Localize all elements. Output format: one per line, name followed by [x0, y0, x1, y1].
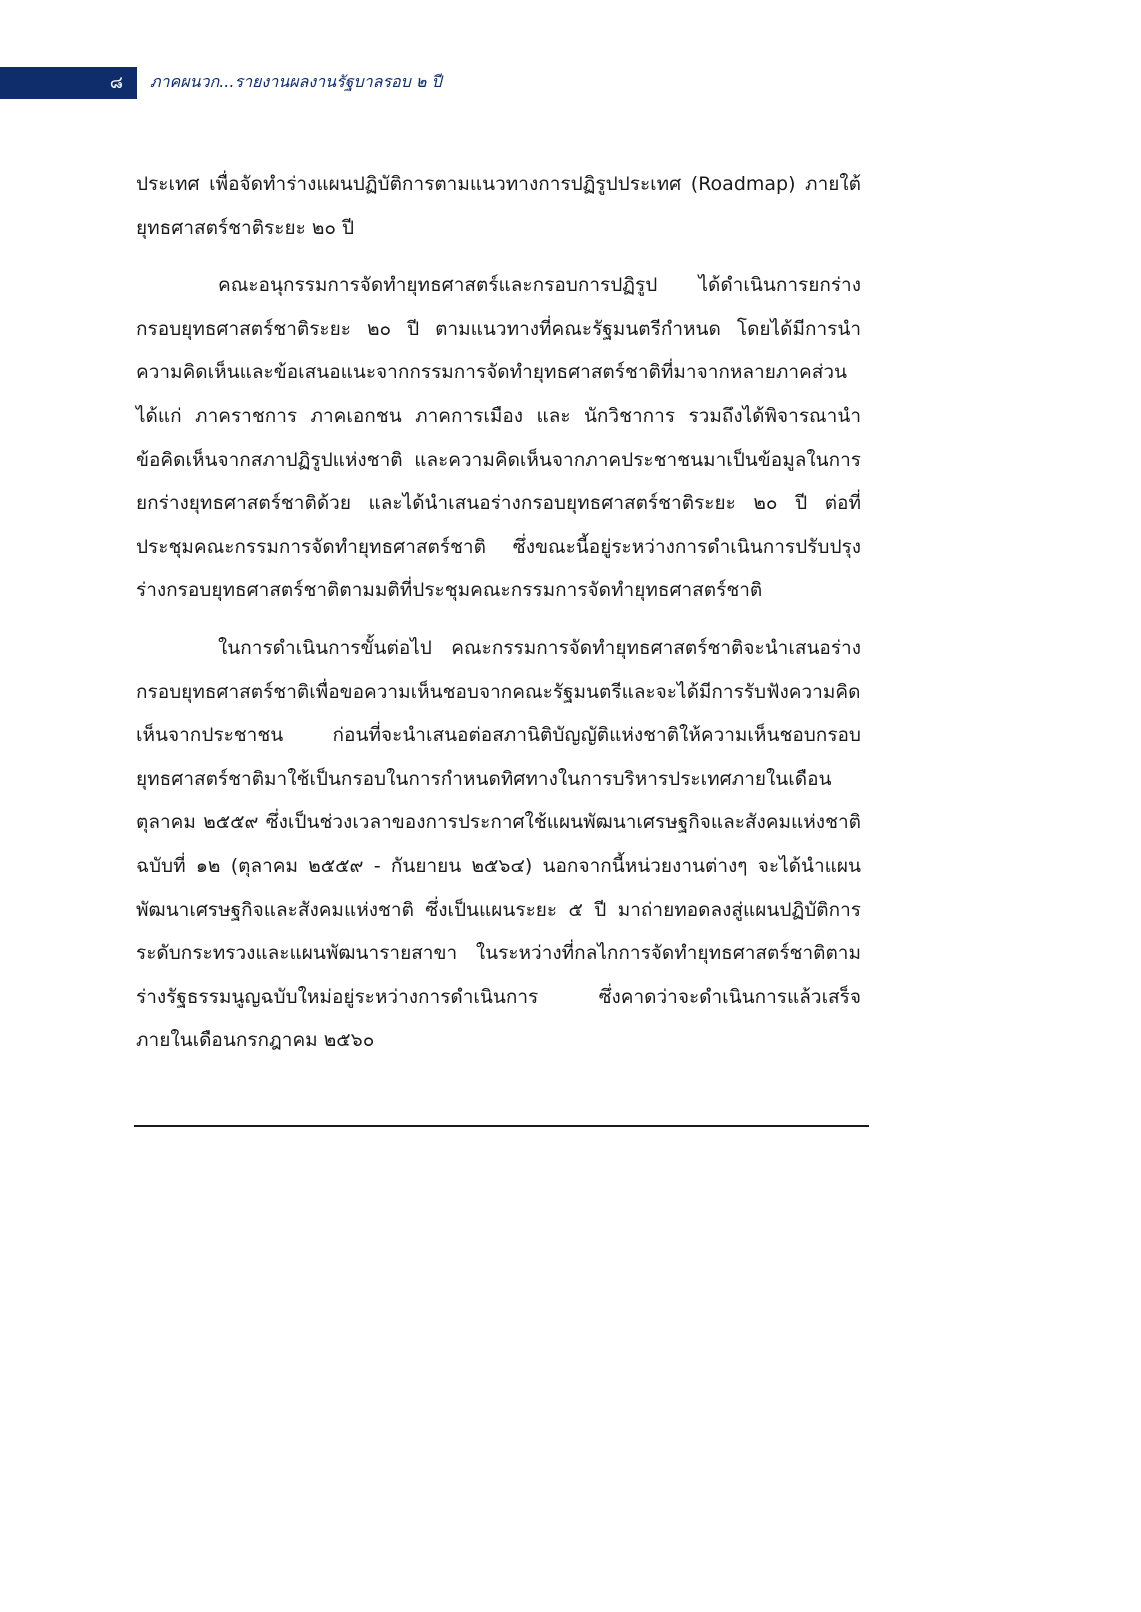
page-number: ๘	[109, 73, 123, 93]
paragraph: ในการดำเนินการขั้นต่อไป คณะกรรมการจัดทำยุทธศาสตร์ชาติจะนำเสนอร่างกรอบยุทธศาสตร์ชาติเพื่อขอความเห็นชอบจากคณะรัฐมนตรีและจะได้มีการรับฟังความคิดเห็นจากประชาชน ก่อนที่จะนำเสนอต่อสภานิติบัญญัติแห่งชาติให้ความเห็นชอบกรอบยุทธศาสตร์ชาติมาใช้เป็นกรอบในการกำหนดทิศทางในการบริหารประเทศภายในเดือนตุลาคม ๒๕๕๙ ซึ่งเป็นช่วงเวลาของการประกาศใช้แผนพัฒนาเศรษฐกิจและสังคมแห่งชาติ ฉบับที่ ๑๒ (ตุลาคม ๒๕๕๙ - กันยายน ๒๕๖๔) นอกจากนี้หน่วยงานต่างๆ จะได้นำแผนพัฒนาเศรษฐกิจและสังคมแห่งชาติ ซึ่งเป็นแผนระยะ ๕ ปี มาถ่ายทอดลงสู่แผนปฏิบัติการระดับกระทรวงและแผนพัฒนารายสาขา ในระหว่างที่กลไกการจัดทำยุทธศาสตร์ชาติตามร่างรัฐธรรมนูญฉบับใหม่อยู่ระหว่างการดำเนินการ ซึ่งคาดว่าจะดำเนินการแล้วเสร็จภายในเดือนกรกฎาคม ๒๕๖๐	[136, 636, 861, 1052]
footnote-divider	[134, 1125, 869, 1127]
paragraph: คณะอนุกรรมการจัดทำยุทธศาสตร์และกรอบการปฏิรูป ได้ดำเนินการยกร่างกรอบยุทธศาสตร์ชาติระยะ ๒๐ ปี ตามแนวทางที่คณะรัฐมนตรีกำหนด โดยได้มีการนำความคิดเห็นและข้อเสนอแนะจากกรรมการจัดทำยุทธศาสตร์ชาติที่มาจากหลายภาคส่วน ได้แก่ ภาคราชการ ภาคเอกชน ภาคการเมือง และ นักวิชาการ รวมถึงได้พิจารณานำข้อคิดเห็นจากสภาปฏิรูปแห่งชาติ และความคิดเห็นจากภาคประชาชนมาเป็นข้อมูลในการยกร่างยุทธศาสตร์ชาติด้วย และได้นำเสนอร่างกรอบยุทธศาสตร์ชาติระยะ ๒๐ ปี ต่อที่ประชุมคณะกรรมการจัดทำยุทธศาสตร์ชาติ ซึ่งขณะนี้อยู่ระหว่างการดำเนินการปรับปรุงร่างกรอบยุทธศาสตร์ชาติตามมติที่ประชุมคณะกรรมการจัดทำยุทธศาสตร์ชาติ	[136, 274, 861, 602]
running-header-title: ภาคผนวก...รายงานผลงานรัฐบาลรอบ ๒ ปี	[150, 72, 442, 91]
paragraph-continuation: ประเทศ เพื่อจัดทำร่างแผนปฏิบัติการตามแนวทางการปฏิรูปประเทศ (Roadmap) ภายใต้ยุทธศาสตร์ชาติระยะ ๒๐ ปี	[136, 173, 861, 239]
body-text	[136, 163, 861, 1077]
header-bar	[0, 67, 137, 99]
